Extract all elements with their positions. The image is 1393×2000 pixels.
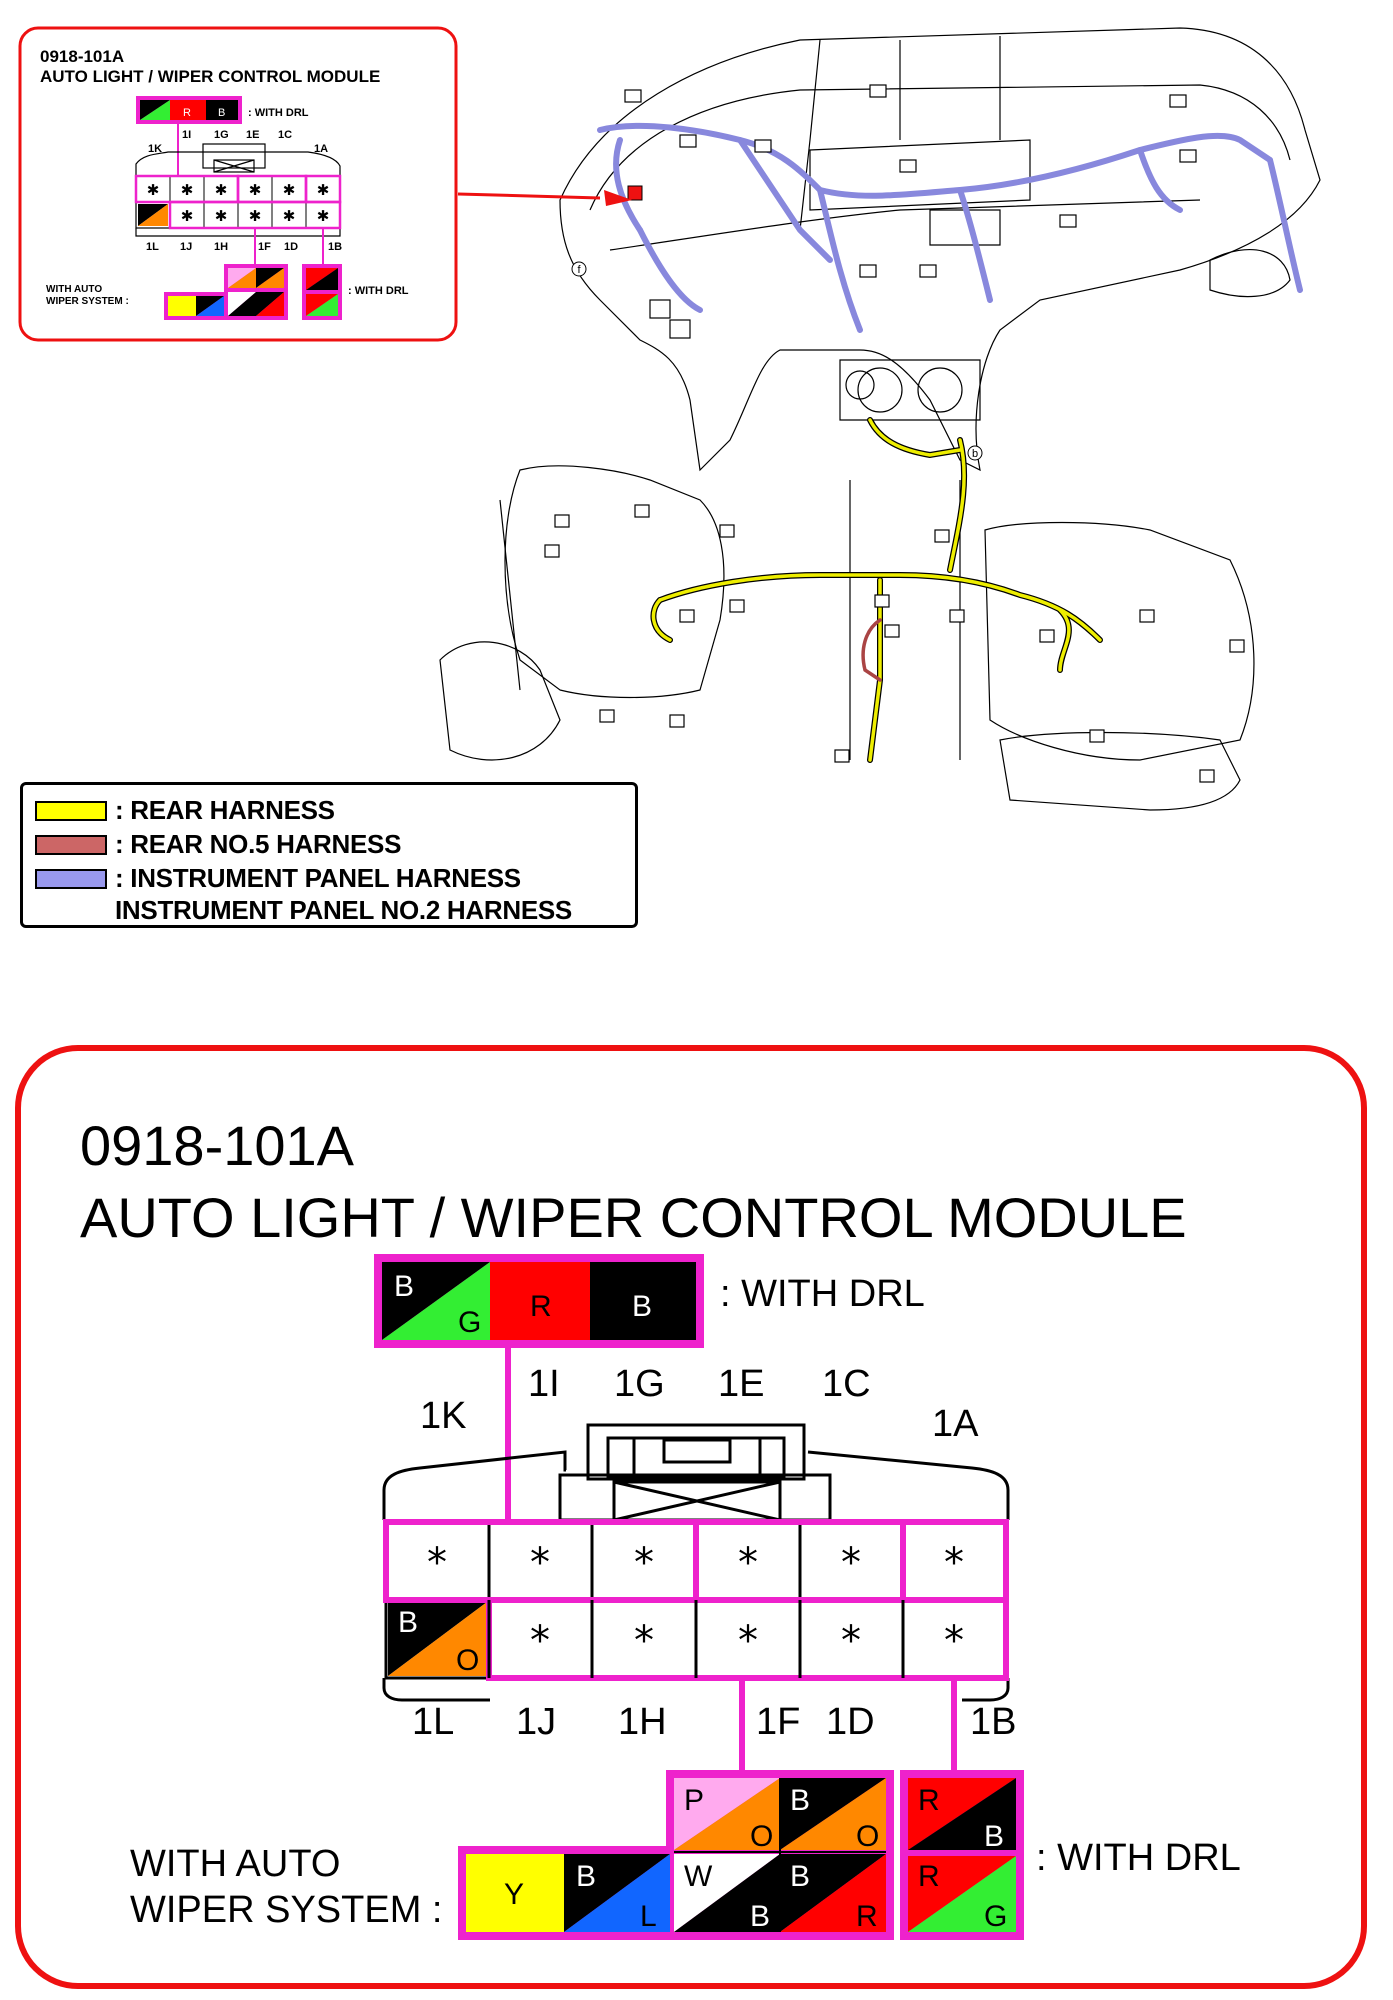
pin-cell-marker: * xyxy=(634,1618,654,1664)
callout-leader-line xyxy=(458,194,600,198)
wire-bg-top: B xyxy=(394,1270,415,1303)
small-pin-label: 1E xyxy=(246,129,260,141)
pin-label-1l: 1L xyxy=(412,1701,455,1743)
marker-f xyxy=(572,262,586,276)
detail-drl-top-strip xyxy=(374,1254,704,1348)
pin-cell-marker: * xyxy=(427,1540,447,1586)
small-pin-label: 1B xyxy=(328,241,343,253)
wire-bo-top: B xyxy=(790,1784,811,1817)
wire-rg-bottom: G xyxy=(984,1900,1008,1933)
wire-1l-bottom: O xyxy=(456,1644,480,1677)
module-location-marker xyxy=(628,186,642,200)
detail-callout xyxy=(0,1000,1393,2000)
small-drl-top-strip xyxy=(136,96,242,124)
harness-legend xyxy=(20,782,638,928)
pin-label-1a: 1A xyxy=(932,1403,979,1445)
pin-cell-marker: * xyxy=(634,1540,654,1586)
small-with-auto-line1: WITH AUTO xyxy=(46,284,103,295)
pin-label-1d: 1D xyxy=(826,1701,875,1743)
small-with-drl-top: : WITH DRL xyxy=(248,107,309,119)
wire-br-bottom: R xyxy=(856,1900,878,1933)
pin-cell-marker: * xyxy=(841,1540,861,1586)
small-pin-grid xyxy=(136,176,340,228)
small-pin-label: 1G xyxy=(214,129,229,141)
wire-bo-bottom: O xyxy=(856,1820,880,1853)
detail-with-drl-right: : WITH DRL xyxy=(1036,1837,1241,1879)
legend-swatch xyxy=(35,869,107,889)
small-pin-label: 1H xyxy=(214,241,229,253)
pin-label-1e: 1E xyxy=(718,1363,765,1405)
wire-1l-top: B xyxy=(398,1606,419,1639)
legend-label: INSTRUMENT PANEL NO.2 HARNESS xyxy=(115,895,572,925)
legend-label: : REAR HARNESS xyxy=(115,795,335,825)
wire-po-top: P xyxy=(684,1784,705,1817)
detail-with-drl-top: : WITH DRL xyxy=(720,1273,925,1315)
wire-y: Y xyxy=(504,1878,525,1911)
small-pin-label: 1A xyxy=(314,143,329,155)
legend-label: : REAR NO.5 HARNESS xyxy=(115,829,402,859)
svg-text:B: B xyxy=(218,107,226,119)
pin-cell-marker: * xyxy=(944,1618,964,1664)
wire-wb-top: W xyxy=(684,1860,713,1893)
small-pin-label: 1I xyxy=(182,129,192,141)
svg-text:✱: ✱ xyxy=(146,181,160,199)
svg-text:✱: ✱ xyxy=(214,207,228,225)
pin-cell-marker: * xyxy=(841,1618,861,1664)
pin-cell-marker: * xyxy=(530,1618,550,1664)
wire-r: R xyxy=(530,1290,552,1323)
small-pin-label: 1D xyxy=(284,241,299,253)
small-pin-label: 1K xyxy=(148,143,163,155)
wire-wb-bottom: B xyxy=(750,1900,771,1933)
pin-label-1g: 1G xyxy=(614,1363,665,1405)
dashboard-outline xyxy=(560,28,1320,470)
pin-label-1h: 1H xyxy=(618,1701,667,1743)
detail-pin-grid xyxy=(386,1522,1006,1678)
legend-item-instrument-panel-harness xyxy=(35,863,521,894)
pin-label-1j: 1J xyxy=(516,1701,557,1743)
pin-label-1b: 1B xyxy=(970,1701,1017,1743)
pin-cell-marker: * xyxy=(738,1540,758,1586)
svg-text:✱: ✱ xyxy=(214,181,228,199)
pin-label-1k: 1K xyxy=(420,1395,467,1437)
svg-text:✱: ✱ xyxy=(316,181,330,199)
small-pin-label: 1J xyxy=(180,241,193,253)
marker-b-label: b xyxy=(971,448,979,460)
svg-text:✱: ✱ xyxy=(248,181,262,199)
svg-text:✱: ✱ xyxy=(282,207,296,225)
svg-text:✱: ✱ xyxy=(282,181,296,199)
small-pin-label: 1L xyxy=(146,241,159,253)
wire-bl-top: B xyxy=(576,1860,597,1893)
svg-text:✱: ✱ xyxy=(316,207,330,225)
small-pin-label: 1F xyxy=(258,241,271,253)
pin-label-1i: 1I xyxy=(528,1363,560,1405)
pin-cell-marker: * xyxy=(944,1540,964,1586)
legend-swatch xyxy=(35,801,107,821)
pin-label-1c: 1C xyxy=(822,1363,871,1405)
legend-item-rear-harness xyxy=(35,795,335,826)
legend-item-instrument-panel-no2-harness xyxy=(115,895,572,926)
small-pin-label: 1C xyxy=(278,129,293,141)
small-part-number: 0918-101A xyxy=(40,47,125,66)
svg-text:✱: ✱ xyxy=(180,207,194,225)
small-with-auto-line2: WIPER SYSTEM : xyxy=(46,296,129,307)
detail-module-title: AUTO LIGHT / WIPER CONTROL MODULE xyxy=(80,1186,1187,1249)
overview-connectors xyxy=(545,85,1244,782)
pin-label-1f: 1F xyxy=(756,1701,801,1743)
svg-text:✱: ✱ xyxy=(248,207,262,225)
pin-cell-marker: * xyxy=(738,1618,758,1664)
wire-rg-top: R xyxy=(918,1860,940,1893)
marker-b xyxy=(968,446,982,460)
pin-cell-marker: * xyxy=(530,1540,550,1586)
small-drl-right-wires xyxy=(302,264,342,320)
detail-with-auto-line2: WIPER SYSTEM : xyxy=(130,1889,443,1931)
wire-rb-bottom: B xyxy=(984,1820,1005,1853)
small-callout xyxy=(18,26,458,342)
legend-swatch xyxy=(35,835,107,855)
legend-label: : INSTRUMENT PANEL HARNESS xyxy=(115,863,521,893)
svg-text:R: R xyxy=(183,107,191,119)
small-module-title: AUTO LIGHT / WIPER CONTROL MODULE xyxy=(40,67,381,86)
wire-br-top: B xyxy=(790,1860,811,1893)
legend-item-rear-no5-harness xyxy=(35,829,401,860)
detail-drl-right-wires xyxy=(900,1770,1024,1940)
wire-b: B xyxy=(632,1290,653,1323)
marker-f-label: f xyxy=(577,264,581,276)
wire-bg-bottom: G xyxy=(458,1306,482,1339)
detail-with-auto-line1: WITH AUTO xyxy=(130,1843,341,1885)
svg-text:✱: ✱ xyxy=(180,181,194,199)
wire-rb-top: R xyxy=(918,1784,940,1817)
wire-bl-bottom: L xyxy=(640,1900,657,1933)
wire-po-bottom: O xyxy=(750,1820,774,1853)
detail-part-number: 0918-101A xyxy=(80,1114,355,1177)
small-with-drl-right: : WITH DRL xyxy=(348,285,409,297)
